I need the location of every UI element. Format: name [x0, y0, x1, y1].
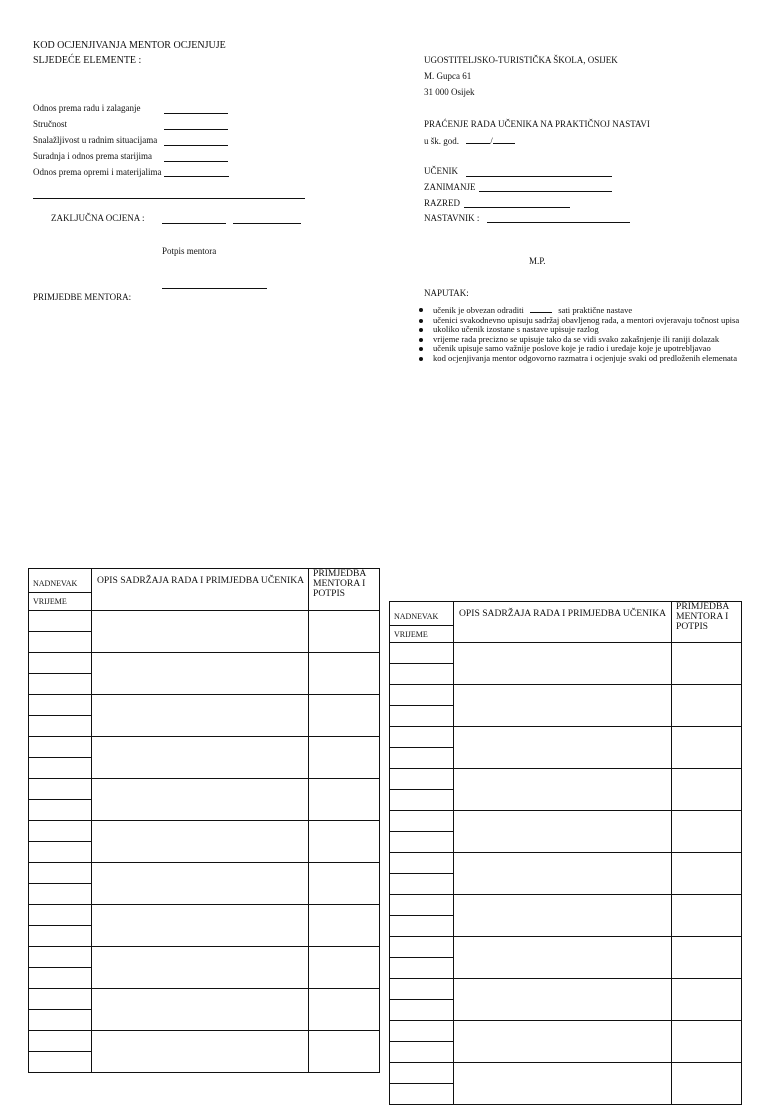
mentor-remarks-label: PRIMJEDBE MENTORA: [33, 292, 132, 302]
date-entry[interactable] [390, 643, 453, 664]
description-cell[interactable] [92, 863, 309, 905]
description-cell[interactable] [92, 1031, 309, 1073]
date-entry[interactable] [29, 611, 91, 632]
instruction-item: vrijeme rada precizno se upisuje tako da se vidi svako zakašnjenje ili raniji dolazak [418, 335, 748, 345]
date-time-cell[interactable] [29, 653, 92, 695]
time-entry[interactable] [29, 758, 91, 778]
instruction-item: učenici svakodnevno upisuju sadržaj obavljenog rada, a mentori ovjeravaju točnost upisa [418, 316, 748, 326]
description-cell[interactable] [454, 643, 672, 685]
time-entry[interactable] [29, 674, 91, 694]
date-entry[interactable] [29, 695, 91, 716]
description-cell[interactable] [92, 779, 309, 821]
instructions-title: NAPUTAK: [424, 288, 469, 298]
description-cell[interactable] [92, 611, 309, 653]
mentor-signature-cell[interactable] [672, 1063, 742, 1105]
mentor-signature-cell[interactable] [672, 811, 742, 853]
log-entry-row [29, 863, 380, 905]
final-grade-word-blank[interactable] [233, 223, 301, 224]
date-entry[interactable] [29, 653, 91, 674]
date-column-header: NADNEVAK [33, 579, 78, 588]
stamp-label: M.P. [529, 256, 546, 266]
time-column-header: VRIJEME [29, 592, 91, 606]
log-entry-row [29, 779, 380, 821]
description-column-header: OPIS SADRŽAJA RADA I PRIMJEDBA UČENIKA [454, 602, 672, 643]
description-cell[interactable] [454, 853, 672, 895]
date-time-cell[interactable] [29, 737, 92, 779]
time-entry[interactable] [390, 1000, 453, 1020]
instructions-list [418, 305, 748, 364]
description-cell[interactable] [454, 811, 672, 853]
description-cell[interactable] [454, 685, 672, 727]
time-entry[interactable] [29, 884, 91, 904]
school-year-start-blank[interactable] [466, 134, 490, 144]
form-title: PRAĆENJE RADA UČENIKA NA PRAKTIČNOJ NASTAVI [424, 119, 650, 129]
mentor-signature-cell[interactable] [672, 853, 742, 895]
student-field-label: UČENIK [424, 166, 458, 176]
criterion-label: Snalažljivost u radnim situacijama [33, 135, 158, 145]
date-entry[interactable] [29, 989, 91, 1010]
description-cell[interactable] [454, 979, 672, 1021]
practice-hours-blank[interactable] [530, 305, 552, 313]
log-entry-row [29, 737, 380, 779]
log-entry-row [29, 989, 380, 1031]
school-year-separator: / [490, 136, 493, 146]
mentor-signature-cell[interactable] [309, 779, 380, 821]
instruction-item [418, 305, 748, 316]
occupation-field-blank[interactable] [479, 191, 612, 192]
instruction-item: učenik upisuje samo važnije poslove koje je radio i uređaje koje je upotrebljavao [418, 344, 748, 354]
date-entry[interactable] [390, 727, 453, 748]
description-cell[interactable] [92, 947, 309, 989]
mentor-signature-cell[interactable] [309, 947, 380, 989]
school-street: M. Gupca 61 [424, 71, 472, 81]
mentor-signature-cell[interactable] [309, 1031, 380, 1073]
time-entry[interactable] [390, 664, 453, 684]
criterion-grade-blank[interactable] [164, 129, 228, 130]
date-entry[interactable] [390, 937, 453, 958]
date-entry[interactable] [390, 685, 453, 706]
date-entry[interactable] [390, 769, 453, 790]
date-column-header: NADNEVAK [394, 612, 439, 621]
log-entry-row [390, 685, 742, 727]
criterion-label: Odnos prema opremi i materijalima [33, 167, 162, 177]
mentor-signature-label: Potpis mentora [162, 246, 217, 256]
mentor-signature-cell[interactable] [672, 769, 742, 811]
mentor-signature-line[interactable] [162, 288, 267, 289]
section-divider [33, 198, 305, 199]
log-entry-row [29, 905, 380, 947]
date-entry[interactable] [29, 737, 91, 758]
date-entry[interactable] [390, 853, 453, 874]
log-entry-row [29, 1031, 380, 1073]
date-time-cell[interactable] [29, 947, 92, 989]
criterion-grade-blank[interactable] [164, 176, 229, 177]
mentor-signature-cell[interactable] [309, 863, 380, 905]
date-time-cell[interactable] [390, 769, 454, 811]
date-entry[interactable] [390, 979, 453, 1000]
description-cell[interactable] [92, 821, 309, 863]
time-entry[interactable] [29, 926, 91, 946]
log-entry-row [390, 643, 742, 685]
log-entry-row [390, 1063, 742, 1105]
date-time-cell[interactable] [29, 821, 92, 863]
log-entry-row [29, 821, 380, 863]
log-entry-row [390, 1021, 742, 1063]
log-entry-row [390, 853, 742, 895]
table-header-row [390, 602, 742, 643]
description-cell[interactable] [92, 737, 309, 779]
mentor-signature-cell[interactable] [309, 611, 380, 653]
mentor-signature-cell[interactable] [672, 643, 742, 685]
description-cell[interactable] [92, 695, 309, 737]
description-cell[interactable] [454, 727, 672, 769]
log-entry-row [29, 947, 380, 989]
time-entry[interactable] [29, 968, 91, 988]
description-column-header: OPIS SADRŽAJA RADA I PRIMJEDBA UČENIKA [92, 569, 309, 611]
school-name: UGOSTITELJSKO-TURISTIČKA ŠKOLA, OSIJEK [424, 55, 618, 65]
description-cell[interactable] [454, 937, 672, 979]
student-field-blank[interactable] [466, 176, 612, 177]
date-time-cell[interactable] [390, 685, 454, 727]
date-entry[interactable] [390, 1063, 453, 1084]
description-cell[interactable] [454, 769, 672, 811]
time-entry[interactable] [390, 748, 453, 768]
date-time-cell[interactable] [29, 695, 92, 737]
mentor-column-header: PRIMJEDBA MENTORA I POTPIS [309, 569, 380, 611]
mentor-signature-cell[interactable] [309, 821, 380, 863]
date-entry[interactable] [29, 779, 91, 800]
date-entry[interactable] [29, 947, 91, 968]
log-entry-row [29, 695, 380, 737]
date-entry[interactable] [390, 811, 453, 832]
description-cell[interactable] [92, 905, 309, 947]
mentor-signature-cell[interactable] [672, 685, 742, 727]
date-time-cell[interactable] [390, 979, 454, 1021]
school-city: 31 000 Osijek [424, 87, 475, 97]
assessment-heading-line1: KOD OCJENJIVANJA MENTOR OCJENJUJE [33, 40, 226, 51]
criterion-grade-blank[interactable] [164, 161, 228, 162]
date-time-cell[interactable] [29, 611, 92, 653]
log-entry-row [390, 979, 742, 1021]
date-time-cell[interactable] [29, 863, 92, 905]
final-grade-blank[interactable] [162, 223, 226, 224]
description-cell[interactable] [92, 653, 309, 695]
teacher-field-blank[interactable] [487, 222, 630, 223]
date-entry[interactable] [29, 863, 91, 884]
assessment-heading-line2: SLJEDEĆE ELEMENTE : [33, 55, 142, 66]
criterion-grade-blank[interactable] [164, 145, 228, 146]
log-entry-row [390, 769, 742, 811]
class-field-blank[interactable] [464, 207, 570, 208]
mentor-signature-cell[interactable] [672, 979, 742, 1021]
mentor-signature-cell[interactable] [672, 727, 742, 769]
date-time-cell[interactable] [390, 1063, 454, 1105]
mentor-column-header: PRIMJEDBA MENTORA I POTPIS [672, 602, 742, 643]
instruction-item: kod ocjenjivanja mentor odgovorno razmatra i ocjenjuje svaki od predloženih elemenata [418, 354, 748, 364]
final-grade-label: ZAKLJUČNA OCJENA : [51, 213, 145, 223]
instruction-item: ukoliko učenik izostane s nastave upisuje razlog [418, 325, 748, 335]
date-time-cell[interactable] [390, 895, 454, 937]
mentor-signature-cell[interactable] [309, 737, 380, 779]
time-column-header: VRIJEME [390, 625, 453, 639]
description-cell[interactable] [454, 895, 672, 937]
date-time-cell[interactable] [29, 1031, 92, 1073]
criterion-label: Suradnja i odnos prema starijima [33, 151, 152, 161]
work-log-table-left [28, 568, 380, 1073]
date-time-cell[interactable] [29, 905, 92, 947]
date-entry[interactable] [29, 1031, 91, 1052]
time-entry[interactable] [390, 832, 453, 852]
mentor-signature-cell[interactable] [309, 695, 380, 737]
date-time-header [29, 569, 92, 611]
time-entry[interactable] [390, 790, 453, 810]
mentor-signature-cell[interactable] [672, 895, 742, 937]
occupation-field-label: ZANIMANJE [424, 182, 476, 192]
date-entry[interactable] [390, 895, 453, 916]
date-time-cell[interactable] [29, 779, 92, 821]
time-entry[interactable] [29, 716, 91, 736]
criterion-label: Odnos prema radu i zalaganje [33, 103, 141, 113]
mentor-signature-cell[interactable] [309, 653, 380, 695]
date-time-cell[interactable] [390, 1021, 454, 1063]
log-entry-row [29, 611, 380, 653]
mentor-signature-cell[interactable] [672, 937, 742, 979]
date-time-cell[interactable] [390, 853, 454, 895]
criterion-label: Stručnost [33, 119, 68, 129]
time-entry[interactable] [29, 800, 91, 820]
mentor-signature-cell[interactable] [672, 1021, 742, 1063]
description-cell[interactable] [92, 989, 309, 1031]
school-year-row [424, 134, 515, 146]
class-field-label: RAZRED [424, 198, 460, 208]
mentor-signature-cell[interactable] [309, 989, 380, 1031]
date-time-header [390, 602, 454, 643]
date-time-cell[interactable] [390, 727, 454, 769]
time-entry[interactable] [390, 958, 453, 978]
criterion-grade-blank[interactable] [164, 113, 228, 114]
log-entry-row [390, 937, 742, 979]
school-year-label: u šk. god. [424, 136, 460, 146]
teacher-field-label: NASTAVNIK : [424, 213, 480, 223]
date-entry[interactable] [390, 1021, 453, 1042]
date-entry[interactable] [29, 821, 91, 842]
time-entry[interactable] [390, 1084, 453, 1104]
time-entry[interactable] [390, 916, 453, 936]
log-entry-row [29, 653, 380, 695]
date-time-cell[interactable] [29, 989, 92, 1031]
date-entry[interactable] [29, 905, 91, 926]
time-entry[interactable] [29, 1052, 91, 1072]
time-entry[interactable] [390, 1042, 453, 1062]
table-header-row [29, 569, 380, 611]
instruction-text: sati praktične nastave [558, 305, 633, 315]
mentor-signature-cell[interactable] [309, 905, 380, 947]
date-time-cell[interactable] [390, 811, 454, 853]
time-entry[interactable] [29, 632, 91, 652]
time-entry[interactable] [390, 874, 453, 894]
log-entry-row [390, 727, 742, 769]
description-cell[interactable] [454, 1021, 672, 1063]
school-year-end-blank[interactable] [493, 134, 515, 144]
time-entry[interactable] [390, 706, 453, 726]
work-log-table-right [389, 601, 742, 1105]
date-time-cell[interactable] [390, 643, 454, 685]
log-entry-row [390, 811, 742, 853]
log-entry-row [390, 895, 742, 937]
time-entry[interactable] [29, 1010, 91, 1030]
time-entry[interactable] [29, 842, 91, 862]
instruction-text: učenik je obvezan odraditi [433, 305, 524, 315]
description-cell[interactable] [454, 1063, 672, 1105]
date-time-cell[interactable] [390, 937, 454, 979]
